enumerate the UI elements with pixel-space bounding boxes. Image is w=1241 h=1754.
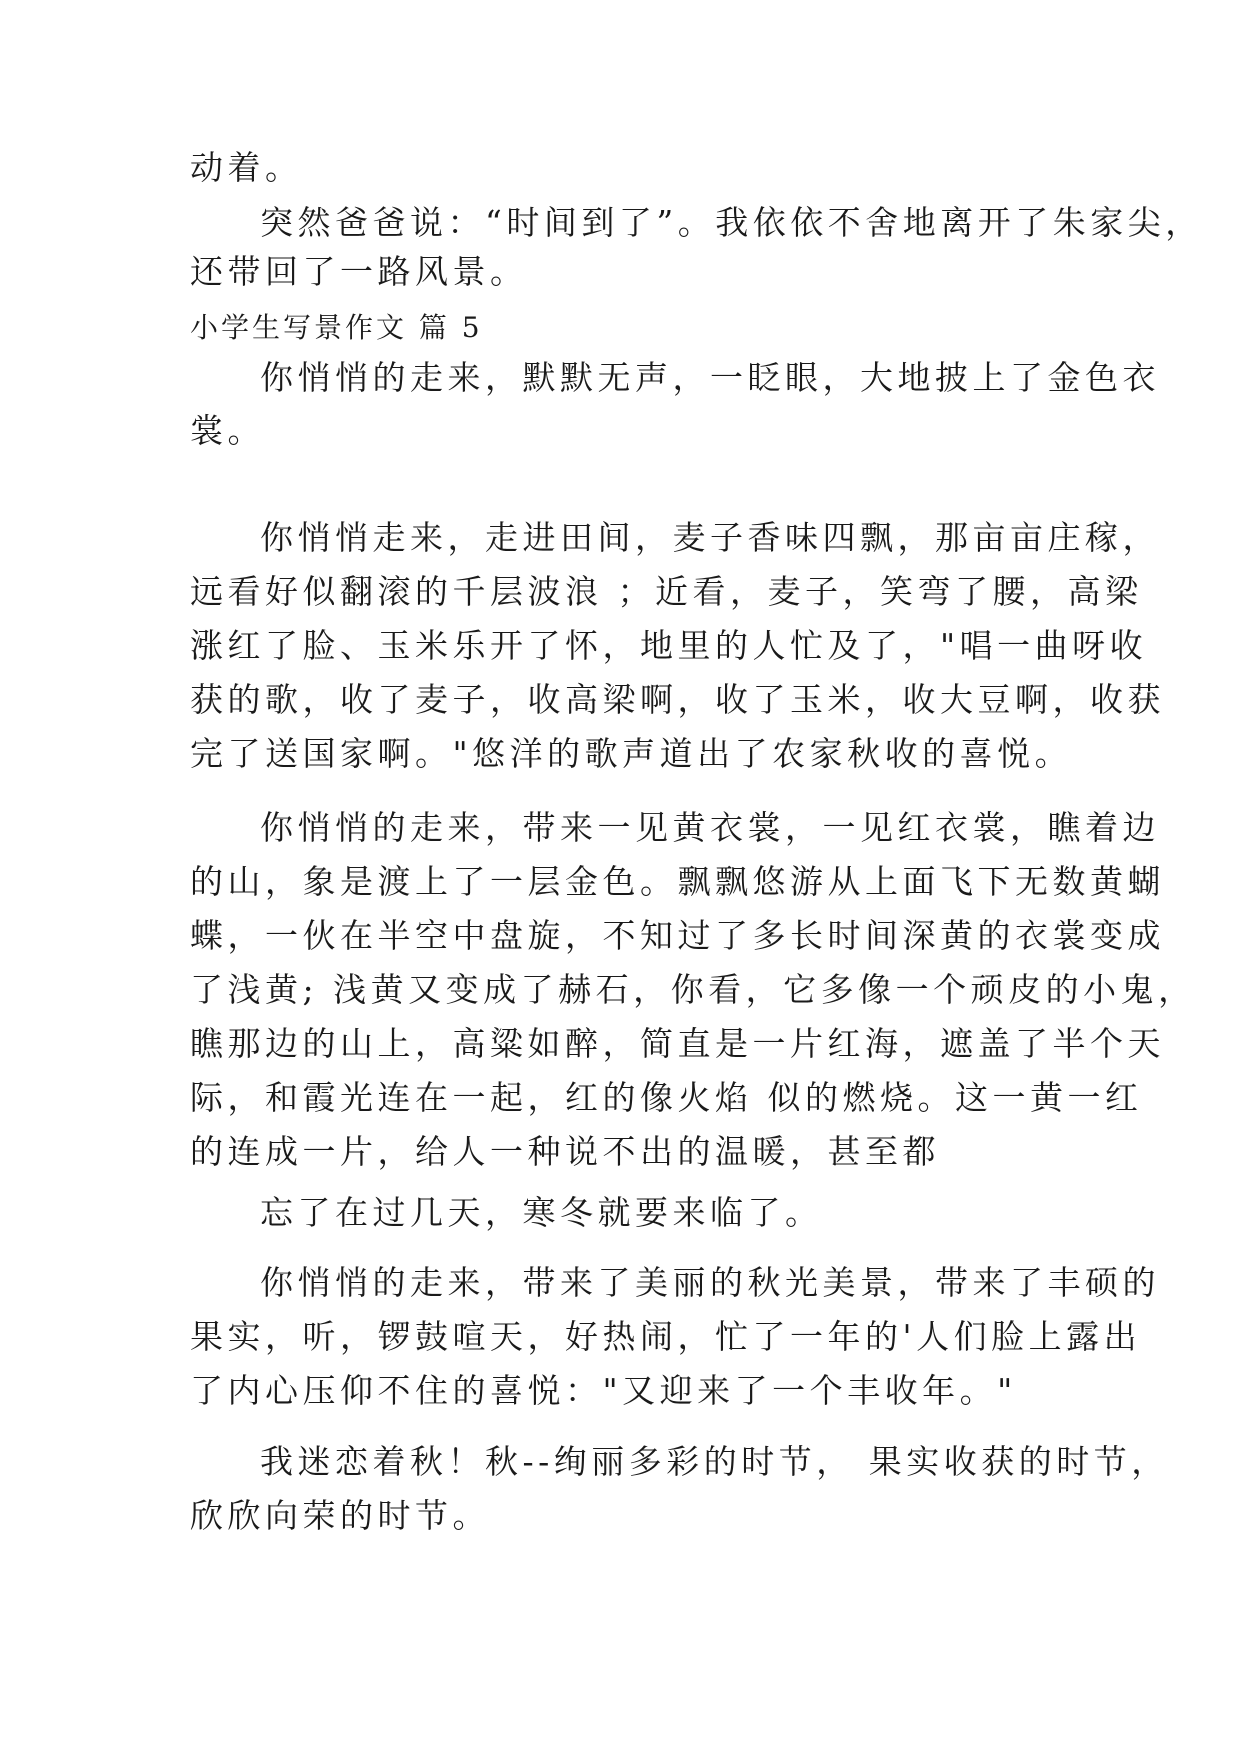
paragraph-line: 我迷恋着秋！秋--绚丽多彩的时节， 果实收获的时节，	[260, 1442, 1169, 1481]
paragraph-line: 你悄悄的走来，带来了美丽的秋光美景，带来了丰硕的	[260, 1263, 1160, 1302]
paragraph-line: 你悄悄的走来，带来一见黄衣裳，一见红衣裳，瞧着边	[260, 808, 1160, 847]
paragraph-line: 远看好似翻滚的千层波浪 ；近看，麦子，笑弯了腰，高梁	[190, 572, 1143, 611]
paragraph-line: 获的歌，收了麦子，收高梁啊，收了玉米，收大豆啊，收获	[190, 680, 1165, 719]
paragraph-line: 涨红了脸、玉米乐开了怀，地里的人忙及了，"唱一曲呀收	[190, 626, 1148, 665]
paragraph-line: 你悄悄走来，走进田间，麦子香味四飘，那亩亩庄稼，	[260, 518, 1160, 557]
paragraph-line: 的连成一片，给人一种说不出的温暖，甚至都	[190, 1132, 940, 1171]
paragraph-line: 动着。	[190, 148, 303, 187]
paragraph-line: 完了送国家啊。"悠洋的歌声道出了农家秋收的喜悦。	[190, 734, 1073, 773]
paragraph-line: 了浅黄; 浅黄又变成了赫石，你看，它多像一个顽皮的小鬼，	[190, 970, 1196, 1009]
paragraph-line: 的山，象是渡上了一层金色。飘飘悠游从上面飞下无数黄蝴	[190, 862, 1165, 901]
paragraph-line: 突然爸爸说：“时间到了”。我依依不舍地离开了朱家尖，	[260, 203, 1203, 242]
section-heading: 小学生写景作文 篇 5	[190, 311, 483, 344]
paragraph-line: 果实，听，锣鼓喧天，好热闹，忙了一年的'人们脸上露出	[190, 1317, 1142, 1356]
paragraph-line: 蝶，一伙在半空中盘旋，不知过了多长时间深黄的衣裳变成	[190, 916, 1165, 955]
paragraph-line: 了内心压仰不住的喜悦："又迎来了一个丰收年。"	[190, 1371, 1017, 1410]
paragraph-line: 忘了在过几天，寒冬就要来临了。	[260, 1193, 823, 1232]
paragraph-line: 还带回了一路风景。	[190, 252, 528, 291]
paragraph-line: 欣欣向荣的时节。	[190, 1496, 490, 1535]
paragraph-line: 瞧那边的山上，高粱如醉，简直是一片红海，遮盖了半个天	[190, 1024, 1165, 1063]
paragraph-line: 际，和霞光连在一起，红的像火焰 似的燃烧。这一黄一红	[190, 1078, 1143, 1117]
paragraph-line: 裳。	[190, 411, 265, 450]
paragraph-line: 你悄悄的走来，默默无声，一眨眼，大地披上了金色衣	[260, 358, 1160, 397]
